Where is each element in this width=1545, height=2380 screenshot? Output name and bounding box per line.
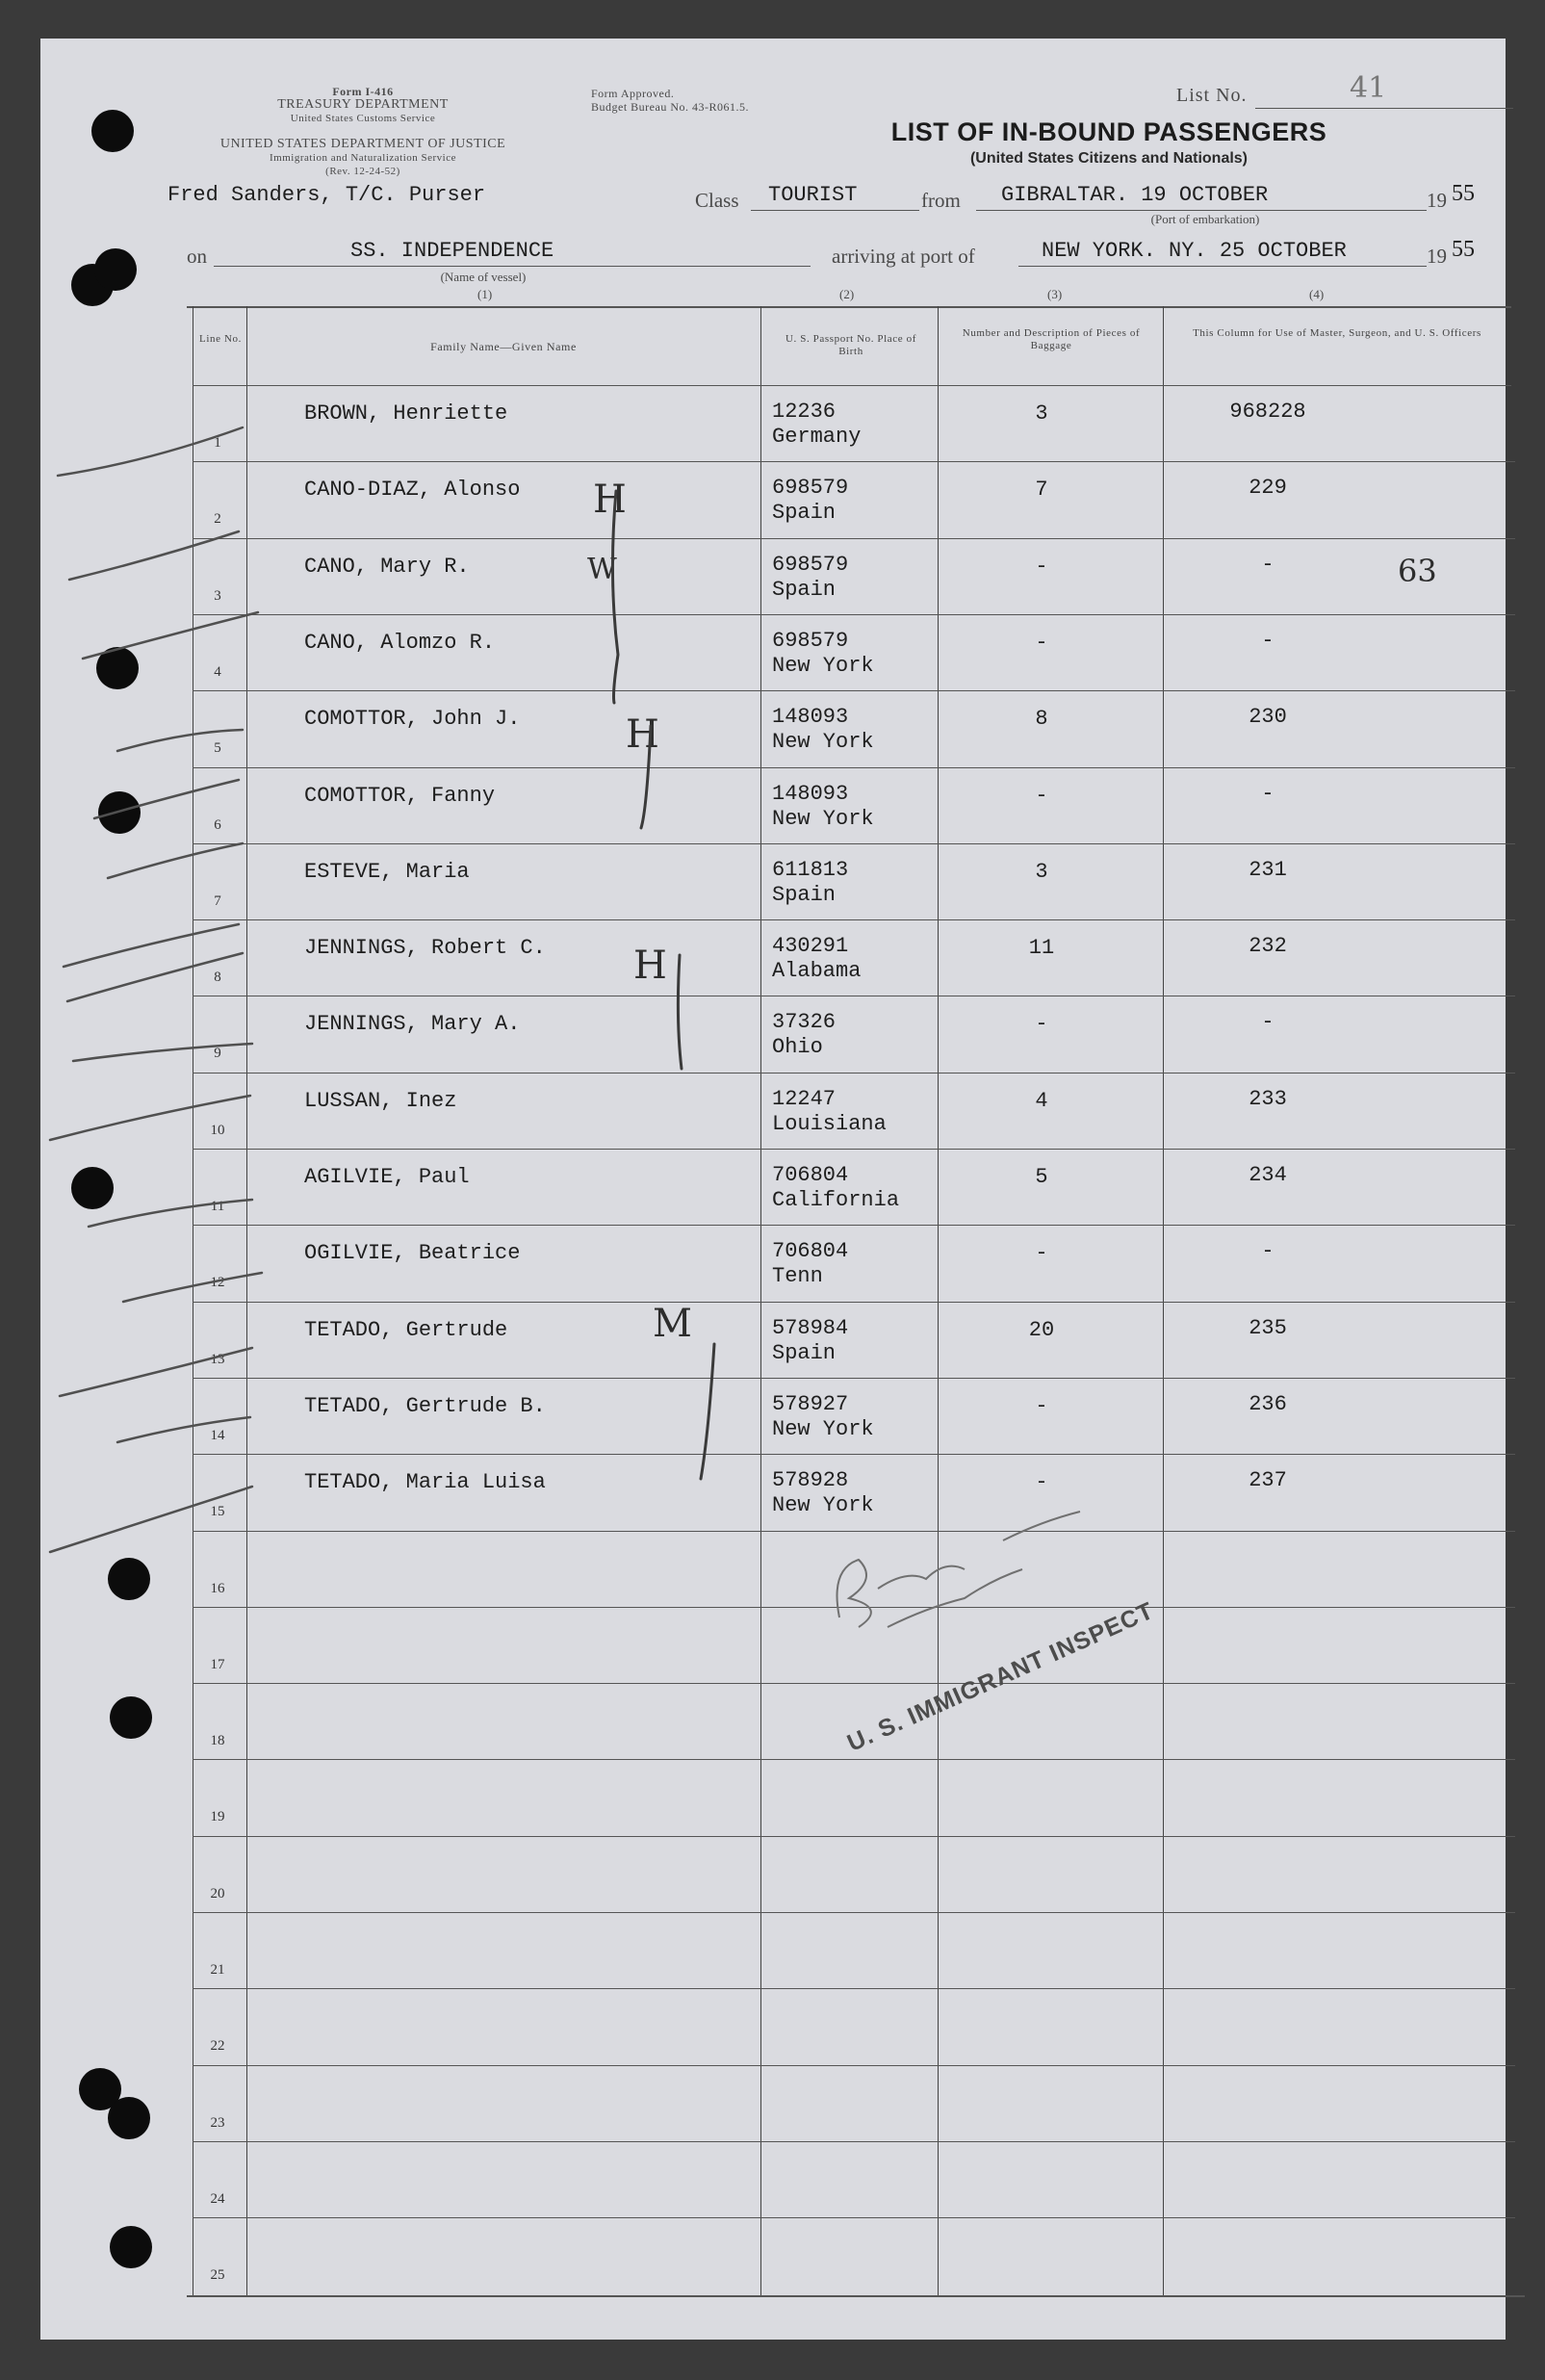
- baggage-count: 11: [1028, 936, 1055, 961]
- margin-check-stroke: [69, 531, 239, 580]
- line-number: 6: [214, 816, 221, 833]
- officer-entry: 968228: [1229, 400, 1306, 424]
- passenger-name: OGILVIE, Beatrice: [304, 1241, 521, 1266]
- line-number: 5: [214, 740, 221, 757]
- baggage-count: 3: [1035, 401, 1048, 426]
- margin-check-stroke: [108, 843, 243, 878]
- pencil-bracket-stroke: [612, 491, 618, 703]
- line-number: 3: [214, 587, 221, 604]
- passport-number: 430291: [772, 934, 849, 959]
- officer-entry: 232: [1249, 934, 1287, 959]
- place-of-birth: Spain: [772, 1340, 837, 1365]
- passport-number: 611813: [772, 857, 849, 882]
- place-of-birth: New York: [772, 1493, 874, 1518]
- baggage-count: 3: [1035, 859, 1048, 884]
- passenger-name: CANO, Alomzo R.: [304, 630, 496, 655]
- passport-number: 12236: [772, 400, 837, 424]
- passenger-name: TETADO, Gertrude: [304, 1317, 508, 1342]
- line-number: 1: [214, 435, 221, 451]
- pencil-bracket-stroke: [678, 955, 682, 1069]
- passenger-name: TETADO, Maria Luisa: [304, 1470, 546, 1495]
- arriving-label: arriving at port of: [832, 245, 975, 268]
- passenger-name: TETADO, Gertrude B.: [304, 1393, 546, 1418]
- line-number: 9: [214, 1046, 221, 1062]
- passenger-name: CANO, Mary R.: [304, 554, 470, 579]
- passenger-name: JENNINGS, Mary A.: [304, 1012, 521, 1037]
- column-header-name: Family Name—Given Name: [430, 340, 577, 353]
- passenger-name: LUSSAN, Inez: [304, 1088, 457, 1113]
- line-number: 10: [210, 1122, 225, 1138]
- customs-service: United States Customs Service: [290, 113, 436, 124]
- vessel-name: SS. INDEPENDENCE: [350, 239, 554, 263]
- page-title: LIST OF IN-BOUND PASSENGERS: [890, 117, 1327, 146]
- baggage-count: 4: [1035, 1088, 1048, 1113]
- pencil-bracket-stroke: [641, 726, 651, 828]
- passport-number: 12247: [772, 1086, 837, 1111]
- pencil-mark-m: M: [653, 1302, 692, 1346]
- place-of-birth: Louisiana: [772, 1111, 887, 1136]
- place-of-birth: Germany: [772, 425, 862, 449]
- baggage-count: 20: [1028, 1317, 1055, 1342]
- budget-bureau: Budget Bureau No. 43-R061.5.: [591, 100, 749, 114]
- margin-check-stroke: [50, 1487, 252, 1552]
- officer-entry: 229: [1249, 476, 1287, 501]
- line-number: 11: [210, 1199, 225, 1214]
- form-page: [40, 39, 1506, 2340]
- baggage-count: 8: [1035, 707, 1048, 732]
- list-number: 41: [1350, 71, 1387, 105]
- passport-number: 578928: [772, 1468, 849, 1493]
- vessel-caption: (Name of vessel): [440, 270, 527, 284]
- column-number-4: (4): [1309, 287, 1325, 301]
- column-number-1: (1): [477, 287, 493, 301]
- line-number: 22: [210, 2038, 225, 2055]
- passport-number: 37326: [772, 1010, 837, 1035]
- on-label: on: [187, 245, 207, 268]
- margin-check-stroke: [123, 1273, 262, 1302]
- baggage-count: -: [1035, 554, 1048, 579]
- baggage-count: -: [1035, 1470, 1048, 1495]
- passenger-name: COMOTTOR, Fanny: [304, 783, 496, 808]
- form-approved: Form Approved.: [591, 87, 675, 100]
- column-number-2: (2): [839, 287, 855, 301]
- place-of-birth: Spain: [772, 501, 837, 526]
- treasury-department: TREASURY DEPARTMENT: [277, 97, 449, 112]
- margin-check-stroke: [117, 730, 243, 751]
- margin-check-stroke: [83, 612, 258, 659]
- place-of-birth: Alabama: [772, 959, 862, 984]
- passport-number: 698579: [772, 628, 849, 653]
- line-number: 8: [214, 970, 221, 986]
- year-prefix-1: 19: [1427, 189, 1447, 212]
- margin-check-stroke: [117, 1417, 250, 1442]
- passport-number: 148093: [772, 781, 849, 806]
- column-header-baggage: Number and Description of Pieces of Baggage: [962, 327, 1141, 351]
- officer-entry: 231: [1249, 857, 1287, 882]
- place-of-birth: Tenn: [772, 1264, 823, 1289]
- passport-number: 148093: [772, 705, 849, 730]
- line-number: 2: [214, 511, 221, 528]
- baggage-count: -: [1035, 783, 1048, 808]
- list-no-label: List No.: [1176, 85, 1248, 106]
- line-number: 18: [210, 1733, 225, 1749]
- line-number: 24: [210, 2190, 225, 2207]
- place-of-birth: New York: [772, 1416, 874, 1441]
- officer-entry: 236: [1249, 1391, 1287, 1416]
- place-of-birth: Ohio: [772, 1035, 823, 1060]
- column-header-officers: This Column for Use of Master, Surgeon, and U. S. Officers: [1193, 327, 1481, 339]
- baggage-count: 5: [1035, 1165, 1048, 1189]
- pencil-strokes: [40, 39, 1506, 2340]
- passport-number: 578984: [772, 1315, 849, 1340]
- baggage-count: -: [1035, 630, 1048, 655]
- margin-check-stroke: [50, 1096, 250, 1140]
- line-number: 25: [210, 2267, 225, 2284]
- place-of-birth: New York: [772, 806, 874, 831]
- passport-number: 698579: [772, 552, 849, 577]
- line-number: 23: [210, 2114, 225, 2131]
- immigration-stamp: U. S. IMMIGRANT INSPECT: [843, 1596, 1158, 1757]
- page-subtitle: (United States Citizens and Nationals): [969, 150, 1249, 167]
- officer-entry: 233: [1249, 1086, 1287, 1111]
- line-number: 13: [210, 1351, 225, 1367]
- line-number: 19: [210, 1809, 225, 1825]
- handwritten-initials: [837, 1512, 1081, 1627]
- passport-number: 698579: [772, 476, 849, 501]
- line-number: 16: [210, 1580, 225, 1596]
- pencil-bracket-stroke: [701, 1344, 714, 1479]
- officer-entry: 230: [1249, 705, 1287, 730]
- from-label: from: [921, 189, 961, 212]
- line-number: 17: [210, 1656, 225, 1672]
- line-number: 12: [210, 1275, 225, 1291]
- place-of-birth: Spain: [772, 577, 837, 602]
- margin-check-stroke: [73, 1044, 252, 1061]
- margin-check-stroke: [89, 1200, 252, 1227]
- officer-entry: -: [1261, 1239, 1275, 1264]
- baggage-count: -: [1035, 1241, 1048, 1266]
- class-value: TOURIST: [768, 183, 858, 207]
- pencil-mark-h: H: [626, 712, 659, 757]
- place-of-birth: New York: [772, 730, 874, 755]
- pencil-mark-h: H: [593, 478, 627, 522]
- pencil-mark-h: H: [633, 944, 667, 988]
- officer-entry: -: [1261, 1010, 1275, 1035]
- passenger-name: BROWN, Henriette: [304, 401, 508, 426]
- baggage-count: -: [1035, 1393, 1048, 1418]
- officer-entry: 234: [1249, 1163, 1287, 1187]
- place-of-birth: New York: [772, 653, 874, 678]
- year-prefix-2: 19: [1427, 245, 1447, 268]
- margin-check-stroke: [60, 1348, 252, 1396]
- purser-signature: Fred Sanders, T/C. Purser: [167, 183, 486, 207]
- passenger-name: JENNINGS, Robert C.: [304, 936, 546, 961]
- baggage-count: -: [1035, 1012, 1048, 1037]
- officer-entry: -: [1261, 552, 1275, 577]
- arrival-value: NEW YORK. NY. 25 OCTOBER: [1042, 239, 1347, 263]
- passenger-name: ESTEVE, Maria: [304, 859, 470, 884]
- year-2: 55: [1452, 237, 1475, 262]
- passport-number: 706804: [772, 1163, 849, 1187]
- column-number-3: (3): [1047, 287, 1063, 301]
- year-1: 55: [1452, 181, 1475, 206]
- embarkation-caption: (Port of embarkation): [1150, 212, 1260, 226]
- embarkation-value: GIBRALTAR. 19 OCTOBER: [1001, 183, 1269, 207]
- passport-number: 706804: [772, 1239, 849, 1264]
- revision-date: (Rev. 12-24-52): [325, 166, 400, 177]
- place-of-birth: Spain: [772, 882, 837, 907]
- baggage-count: 7: [1035, 478, 1048, 503]
- passenger-name: AGILVIE, Paul: [304, 1165, 470, 1189]
- officer-entry: 237: [1249, 1468, 1287, 1493]
- line-number: 15: [210, 1504, 225, 1520]
- margin-check-stroke: [58, 427, 243, 476]
- margin-check-stroke: [67, 953, 243, 1001]
- officer-entry: 235: [1249, 1315, 1287, 1340]
- passport-number: 578927: [772, 1391, 849, 1416]
- column-header-line-no: Line No.: [199, 333, 242, 345]
- line-number: 7: [214, 892, 221, 909]
- form-number: Form I-416: [332, 85, 394, 98]
- ins-service: Immigration and Naturalization Service: [269, 152, 457, 164]
- class-label: Class: [695, 189, 739, 212]
- line-number: 4: [214, 663, 221, 680]
- place-of-birth: California: [772, 1188, 900, 1212]
- officer-entry: -: [1261, 781, 1275, 806]
- column-header-passport: U. S. Passport No. Place of Birth: [785, 333, 916, 357]
- passenger-name: CANO-DIAZ, Alonso: [304, 478, 521, 503]
- line-number: 14: [210, 1427, 225, 1443]
- justice-department: UNITED STATES DEPARTMENT OF JUSTICE: [219, 137, 506, 151]
- margin-check-stroke: [94, 780, 239, 818]
- officer-entry: -: [1261, 628, 1275, 653]
- passenger-name: COMOTTOR, John J.: [304, 707, 521, 732]
- pencil-mark-w: W: [587, 553, 617, 586]
- line-number: 21: [210, 1962, 225, 1978]
- line-number: 20: [210, 1885, 225, 1901]
- margin-number: 63: [1398, 553, 1437, 589]
